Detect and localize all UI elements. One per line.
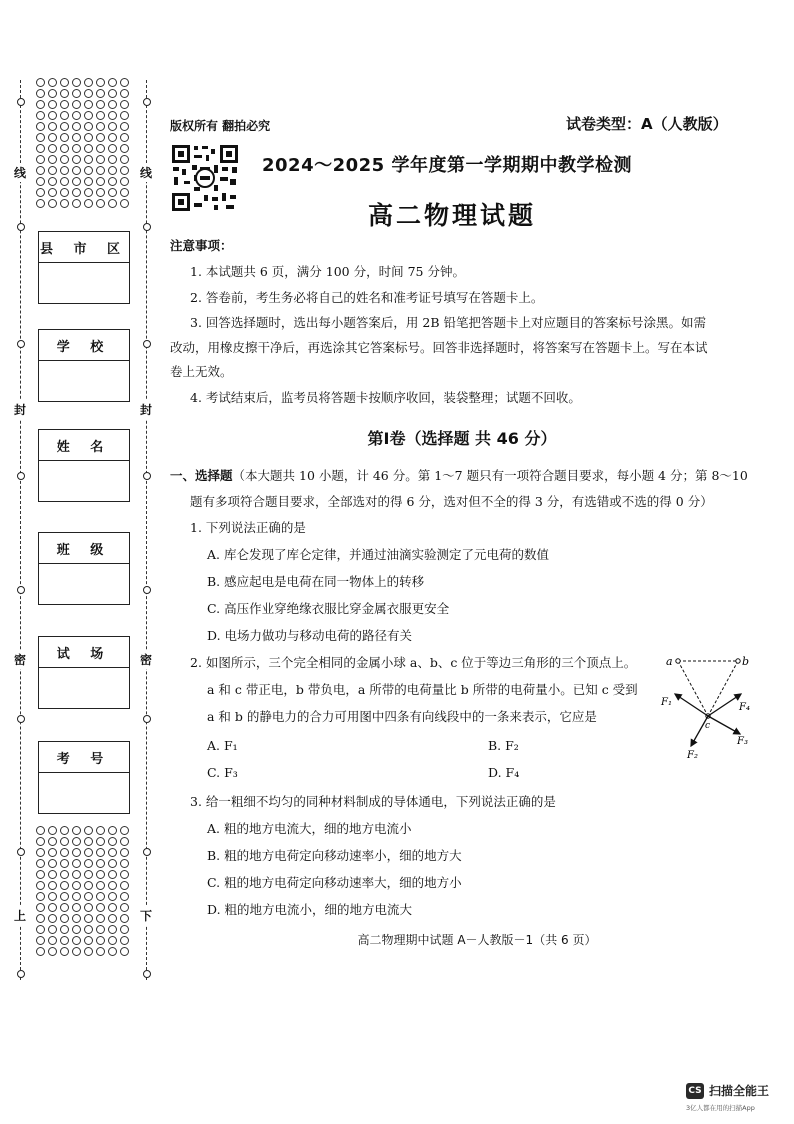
binding-dot xyxy=(48,155,57,164)
binding-dot xyxy=(108,914,117,923)
camscanner-logo: CS xyxy=(686,1083,704,1099)
hole-right-1 xyxy=(143,98,151,106)
binding-dot xyxy=(108,826,117,835)
field-school xyxy=(38,329,130,402)
q3-option-c: C. 粗的地方电荷定向移动速率大，细的地方小 xyxy=(207,875,462,890)
binding-dot xyxy=(84,89,93,98)
note-3-cont-2: 卷上无效。 xyxy=(170,364,233,379)
binding-dot xyxy=(60,947,69,956)
binding-dot xyxy=(72,947,81,956)
binding-dot xyxy=(84,177,93,186)
binding-dot xyxy=(96,881,105,890)
q1-option-d: D. 电场力做功与移动电荷的路径有关 xyxy=(207,628,413,643)
q2-line1: 2. 如图所示，三个完全相同的金属小球 a、b、c 位于等边三角形的三个顶点上。 xyxy=(190,655,637,670)
field-school-label: 学 校 xyxy=(39,330,129,361)
paper-type: 试卷类型：A（人教版） xyxy=(566,115,728,133)
binding-dot xyxy=(84,166,93,175)
binding-dot xyxy=(120,122,129,131)
binding-dot xyxy=(96,903,105,912)
binding-dot xyxy=(72,859,81,868)
binding-dot xyxy=(72,177,81,186)
binding-dot xyxy=(72,133,81,142)
q2-line2: a 和 c 带正电，b 带负电，a 所带的电荷量比 b 所带的电荷量小。已知 c 受到 xyxy=(207,682,638,697)
binding-dot xyxy=(36,89,45,98)
binding-dot xyxy=(108,111,117,120)
hole-right-4 xyxy=(143,472,151,480)
page-title: 高二物理试题 xyxy=(367,201,536,230)
binding-dot xyxy=(120,914,129,923)
binding-dot xyxy=(60,144,69,153)
q2-option-c: C. F₃ xyxy=(207,765,238,780)
hole-right-3 xyxy=(143,340,151,348)
binding-dot xyxy=(108,881,117,890)
label-f3: F₃ xyxy=(737,736,748,747)
field-number-label: 考 号 xyxy=(39,742,129,773)
binding-dot xyxy=(36,914,45,923)
binding-dot xyxy=(108,859,117,868)
binding-dot xyxy=(60,89,69,98)
binding-dot xyxy=(48,837,57,846)
hole-right-6 xyxy=(143,715,151,723)
binding-dot xyxy=(72,78,81,87)
binding-dot xyxy=(48,881,57,890)
binding-dot xyxy=(48,892,57,901)
binding-dot xyxy=(120,837,129,846)
binding-dot xyxy=(120,133,129,142)
binding-dot xyxy=(60,837,69,846)
binding-dot xyxy=(60,903,69,912)
side-char-feng-left: 封 xyxy=(14,400,26,419)
binding-dot xyxy=(72,122,81,131)
binding-dot xyxy=(84,133,93,142)
hole-left-3 xyxy=(17,340,25,348)
binding-dot xyxy=(120,881,129,890)
binding-dot xyxy=(96,133,105,142)
q2-line3: a 和 b 的静电力的合力可用图中四条有向线段中的一条来表示，它应是 xyxy=(207,709,597,724)
q2-option-a: A. F₁ xyxy=(207,738,238,753)
label-c: c xyxy=(705,721,711,731)
binding-dot xyxy=(48,870,57,879)
binding-dot xyxy=(36,892,45,901)
binding-dot xyxy=(48,111,57,120)
binding-dot xyxy=(72,826,81,835)
binding-dot xyxy=(120,870,129,879)
binding-dot xyxy=(36,166,45,175)
binding-dot xyxy=(108,848,117,857)
field-class-box xyxy=(39,564,129,604)
binding-dot xyxy=(108,947,117,956)
binding-dot xyxy=(120,78,129,87)
section-intro-label: 一、选择题 xyxy=(170,468,233,483)
binding-dot xyxy=(84,914,93,923)
field-county xyxy=(38,231,130,304)
binding-dot xyxy=(36,133,45,142)
section-intro-line1 xyxy=(170,466,748,485)
binding-dot xyxy=(84,947,93,956)
binding-dot xyxy=(96,155,105,164)
binding-dot xyxy=(96,914,105,923)
side-char-xian-left: 线 xyxy=(14,163,26,182)
section-intro-text: （本大题共 10 小题，计 46 分。第 1～7 题只有一项符合题目要求，每小题 4 分；第 8～10 xyxy=(232,468,748,483)
hole-right-8 xyxy=(143,970,151,978)
binding-dot xyxy=(96,100,105,109)
binding-dot xyxy=(120,155,129,164)
binding-dot xyxy=(36,100,45,109)
binding-dot xyxy=(72,155,81,164)
arrow-f3 xyxy=(708,716,740,734)
binding-dot xyxy=(84,155,93,164)
field-room xyxy=(38,636,130,709)
binding-dot xyxy=(60,177,69,186)
binding-dot xyxy=(108,892,117,901)
section-title: 第Ⅰ卷（选择题 共 46 分） xyxy=(367,429,557,448)
field-room-label: 试 场 xyxy=(39,637,129,668)
binding-dot xyxy=(60,155,69,164)
binding-dot xyxy=(96,837,105,846)
binding-dot xyxy=(108,903,117,912)
binding-dot xyxy=(72,903,81,912)
binding-dot xyxy=(48,133,57,142)
binding-dot xyxy=(96,122,105,131)
binding-dot xyxy=(48,100,57,109)
field-name-label: 姓 名 xyxy=(39,430,129,461)
charge-a xyxy=(676,659,680,663)
label-a: a xyxy=(666,655,673,668)
field-room-box xyxy=(39,668,129,708)
side-char-mi-left: 密 xyxy=(14,650,26,669)
binding-dot xyxy=(48,78,57,87)
binding-dot xyxy=(72,111,81,120)
binding-dot xyxy=(60,78,69,87)
binding-dot xyxy=(48,848,57,857)
binding-dot xyxy=(48,914,57,923)
binding-dot xyxy=(72,881,81,890)
binding-dot xyxy=(36,947,45,956)
field-name-box xyxy=(39,461,129,501)
scanner-watermark xyxy=(686,1082,769,1099)
binding-dot xyxy=(84,100,93,109)
hole-left-1 xyxy=(17,98,25,106)
q3-option-a: A. 粗的地方电流大，细的地方电流小 xyxy=(207,821,412,836)
binding-dot xyxy=(84,859,93,868)
field-class-label: 班 级 xyxy=(39,533,129,564)
binding-dot xyxy=(108,144,117,153)
binding-dot xyxy=(84,826,93,835)
binding-dot xyxy=(60,111,69,120)
arrow-f1 xyxy=(675,694,708,716)
binding-dot xyxy=(96,177,105,186)
binding-dot xyxy=(120,111,129,120)
binding-dot xyxy=(60,892,69,901)
binding-dot xyxy=(120,848,129,857)
binding-dot xyxy=(60,100,69,109)
q1-stem: 1. 下列说法正确的是 xyxy=(190,520,306,535)
section-intro-line2: 题有多项符合题目要求，全部选对的得 6 分，选对但不全的得 3 分，有选错或不选的得 0 分） xyxy=(190,494,713,509)
note-3: 3. 回答选择题时，选出每小题答案后，用 2B 铅笔把答题卡上对应题目的答案标号涂黑。如需 xyxy=(190,315,706,330)
binding-dot xyxy=(120,100,129,109)
side-char-feng-right: 封 xyxy=(140,400,152,419)
binding-dot xyxy=(36,903,45,912)
note-2: 2. 答卷前，考生务必将自己的姓名和准考证号填写在答题卡上。 xyxy=(190,290,544,305)
field-county-label: 县 市 区 xyxy=(39,232,129,263)
binding-dot xyxy=(72,870,81,879)
hole-left-4 xyxy=(17,472,25,480)
charge-b xyxy=(736,659,740,663)
q1-option-b: B. 感应起电是电荷在同一物体上的转移 xyxy=(207,574,425,589)
binding-dot xyxy=(48,144,57,153)
camscanner-name: 扫描全能王 xyxy=(709,1084,770,1098)
binding-dot xyxy=(36,111,45,120)
binding-dot xyxy=(108,100,117,109)
binding-dot xyxy=(48,166,57,175)
binding-dot xyxy=(36,881,45,890)
label-f2: F₂ xyxy=(687,750,698,760)
binding-dot xyxy=(96,947,105,956)
binding-dot xyxy=(36,144,45,153)
q2-option-b: B. F₂ xyxy=(488,738,519,753)
binding-dot xyxy=(108,78,117,87)
binding-dot xyxy=(84,903,93,912)
binding-dot xyxy=(60,133,69,142)
note-3-cont-1: 改动，用橡皮擦干净后，再选涂其它答案标号。回答非选择题时，将答案写在答题卡上。写在本试 xyxy=(170,340,708,355)
binding-dot xyxy=(108,870,117,879)
binding-dot xyxy=(120,177,129,186)
binding-dot xyxy=(36,177,45,186)
page-footer: 高二物理期中试题 A－人教版－1（共 6 页） xyxy=(357,933,597,947)
binding-dot xyxy=(96,78,105,87)
binding-dot xyxy=(36,826,45,835)
field-school-box xyxy=(39,361,129,401)
q3-option-d: D. 粗的地方电流小，细的地方电流大 xyxy=(207,902,413,917)
binding-dot xyxy=(84,837,93,846)
hole-left-8 xyxy=(17,970,25,978)
binding-dot xyxy=(120,166,129,175)
hole-left-5 xyxy=(17,586,25,594)
binding-dot xyxy=(108,177,117,186)
camscanner-tagline: 3亿人都在用的扫描App xyxy=(686,1104,755,1112)
binding-dot xyxy=(60,859,69,868)
binding-dot xyxy=(36,122,45,131)
binding-dot xyxy=(108,166,117,175)
hole-left-6 xyxy=(17,715,25,723)
field-class xyxy=(38,532,130,605)
binding-dot xyxy=(60,166,69,175)
binding-dot xyxy=(72,837,81,846)
hole-left-7 xyxy=(17,848,25,856)
binding-dot xyxy=(60,826,69,835)
binding-dot xyxy=(36,848,45,857)
binding-dot xyxy=(48,122,57,131)
binding-dot xyxy=(60,914,69,923)
binding-dot xyxy=(96,166,105,175)
side-char-xia: 下 xyxy=(140,906,152,925)
binding-dot xyxy=(84,848,93,857)
q2-option-d: D. F₄ xyxy=(488,765,520,780)
binding-dot xyxy=(96,848,105,857)
binding-dot xyxy=(48,826,57,835)
binding-dot xyxy=(72,914,81,923)
binding-dot xyxy=(60,122,69,131)
binding-dot xyxy=(72,89,81,98)
binding-dots-top xyxy=(36,78,130,208)
binding-dot xyxy=(72,848,81,857)
label-b: b xyxy=(742,655,750,668)
side-char-xian-right: 线 xyxy=(140,163,152,182)
label-f4: F₄ xyxy=(739,702,750,713)
field-number-box xyxy=(39,773,129,813)
binding-dot xyxy=(108,837,117,846)
binding-dot xyxy=(84,892,93,901)
hole-right-7 xyxy=(143,848,151,856)
binding-dot xyxy=(84,111,93,120)
copyright-notice: 版权所有 翻拍必究 xyxy=(170,119,271,133)
binding-dot xyxy=(84,78,93,87)
field-county-box xyxy=(39,263,129,303)
binding-dot xyxy=(36,859,45,868)
binding-dot xyxy=(48,859,57,868)
triangle-side-ac xyxy=(678,661,708,716)
binding-dot xyxy=(60,848,69,857)
q2-force-figure xyxy=(655,650,755,760)
binding-dot xyxy=(60,881,69,890)
q1-option-c: C. 高压作业穿绝缘衣服比穿金属衣服更安全 xyxy=(207,601,450,616)
exam-name: 2024～2025 学年度第一学期期中教学检测 xyxy=(262,155,632,176)
binding-dot xyxy=(96,892,105,901)
binding-dot xyxy=(48,177,57,186)
binding-dot xyxy=(96,89,105,98)
binding-dot xyxy=(96,826,105,835)
notes-heading: 注意事项： xyxy=(170,238,233,253)
q1-option-a: A. 库仑发现了库仑定律，并通过油滴实验测定了元电荷的数值 xyxy=(207,547,549,562)
side-char-shang: 上 xyxy=(14,906,26,925)
hole-right-5 xyxy=(143,586,151,594)
binding-dot xyxy=(120,859,129,868)
triangle-side-bc xyxy=(708,661,738,716)
binding-dot xyxy=(48,89,57,98)
binding-dot xyxy=(48,947,57,956)
binding-dot xyxy=(120,89,129,98)
binding-dot xyxy=(120,947,129,956)
binding-dot xyxy=(108,155,117,164)
binding-dot xyxy=(72,100,81,109)
binding-dot xyxy=(84,870,93,879)
binding-dot xyxy=(36,155,45,164)
binding-dot xyxy=(108,133,117,142)
binding-dot xyxy=(120,826,129,835)
binding-dot xyxy=(120,903,129,912)
binding-dot xyxy=(108,89,117,98)
binding-dot xyxy=(96,870,105,879)
note-4: 4. 考试结束后，监考员将答题卡按顺序收回，装袋整理；试题不回收。 xyxy=(190,390,581,405)
binding-dot xyxy=(36,78,45,87)
binding-dot xyxy=(96,111,105,120)
binding-dot xyxy=(48,903,57,912)
binding-dot xyxy=(84,144,93,153)
q3-stem: 3. 给一粗细不均匀的同种材料制成的导体通电，下列说法正确的是 xyxy=(190,794,556,809)
binding-dot xyxy=(120,892,129,901)
binding-dot xyxy=(72,166,81,175)
field-number xyxy=(38,741,130,814)
binding-dot xyxy=(60,870,69,879)
binding-dot xyxy=(96,144,105,153)
binding-dot xyxy=(108,122,117,131)
binding-dot xyxy=(96,859,105,868)
side-char-mi-right: 密 xyxy=(140,650,152,669)
binding-dot xyxy=(84,881,93,890)
arrow-f4 xyxy=(708,694,741,716)
note-1: 1. 本试题共 6 页，满分 100 分，时间 75 分钟。 xyxy=(190,264,465,279)
binding-dot xyxy=(36,837,45,846)
binding-dot xyxy=(72,892,81,901)
q3-option-b: B. 粗的地方电荷定向移动速率小，细的地方大 xyxy=(207,848,462,863)
label-f1: F₁ xyxy=(661,697,672,708)
binding-dot xyxy=(36,870,45,879)
binding-dot xyxy=(120,144,129,153)
binding-dot xyxy=(72,144,81,153)
binding-dot xyxy=(84,122,93,131)
